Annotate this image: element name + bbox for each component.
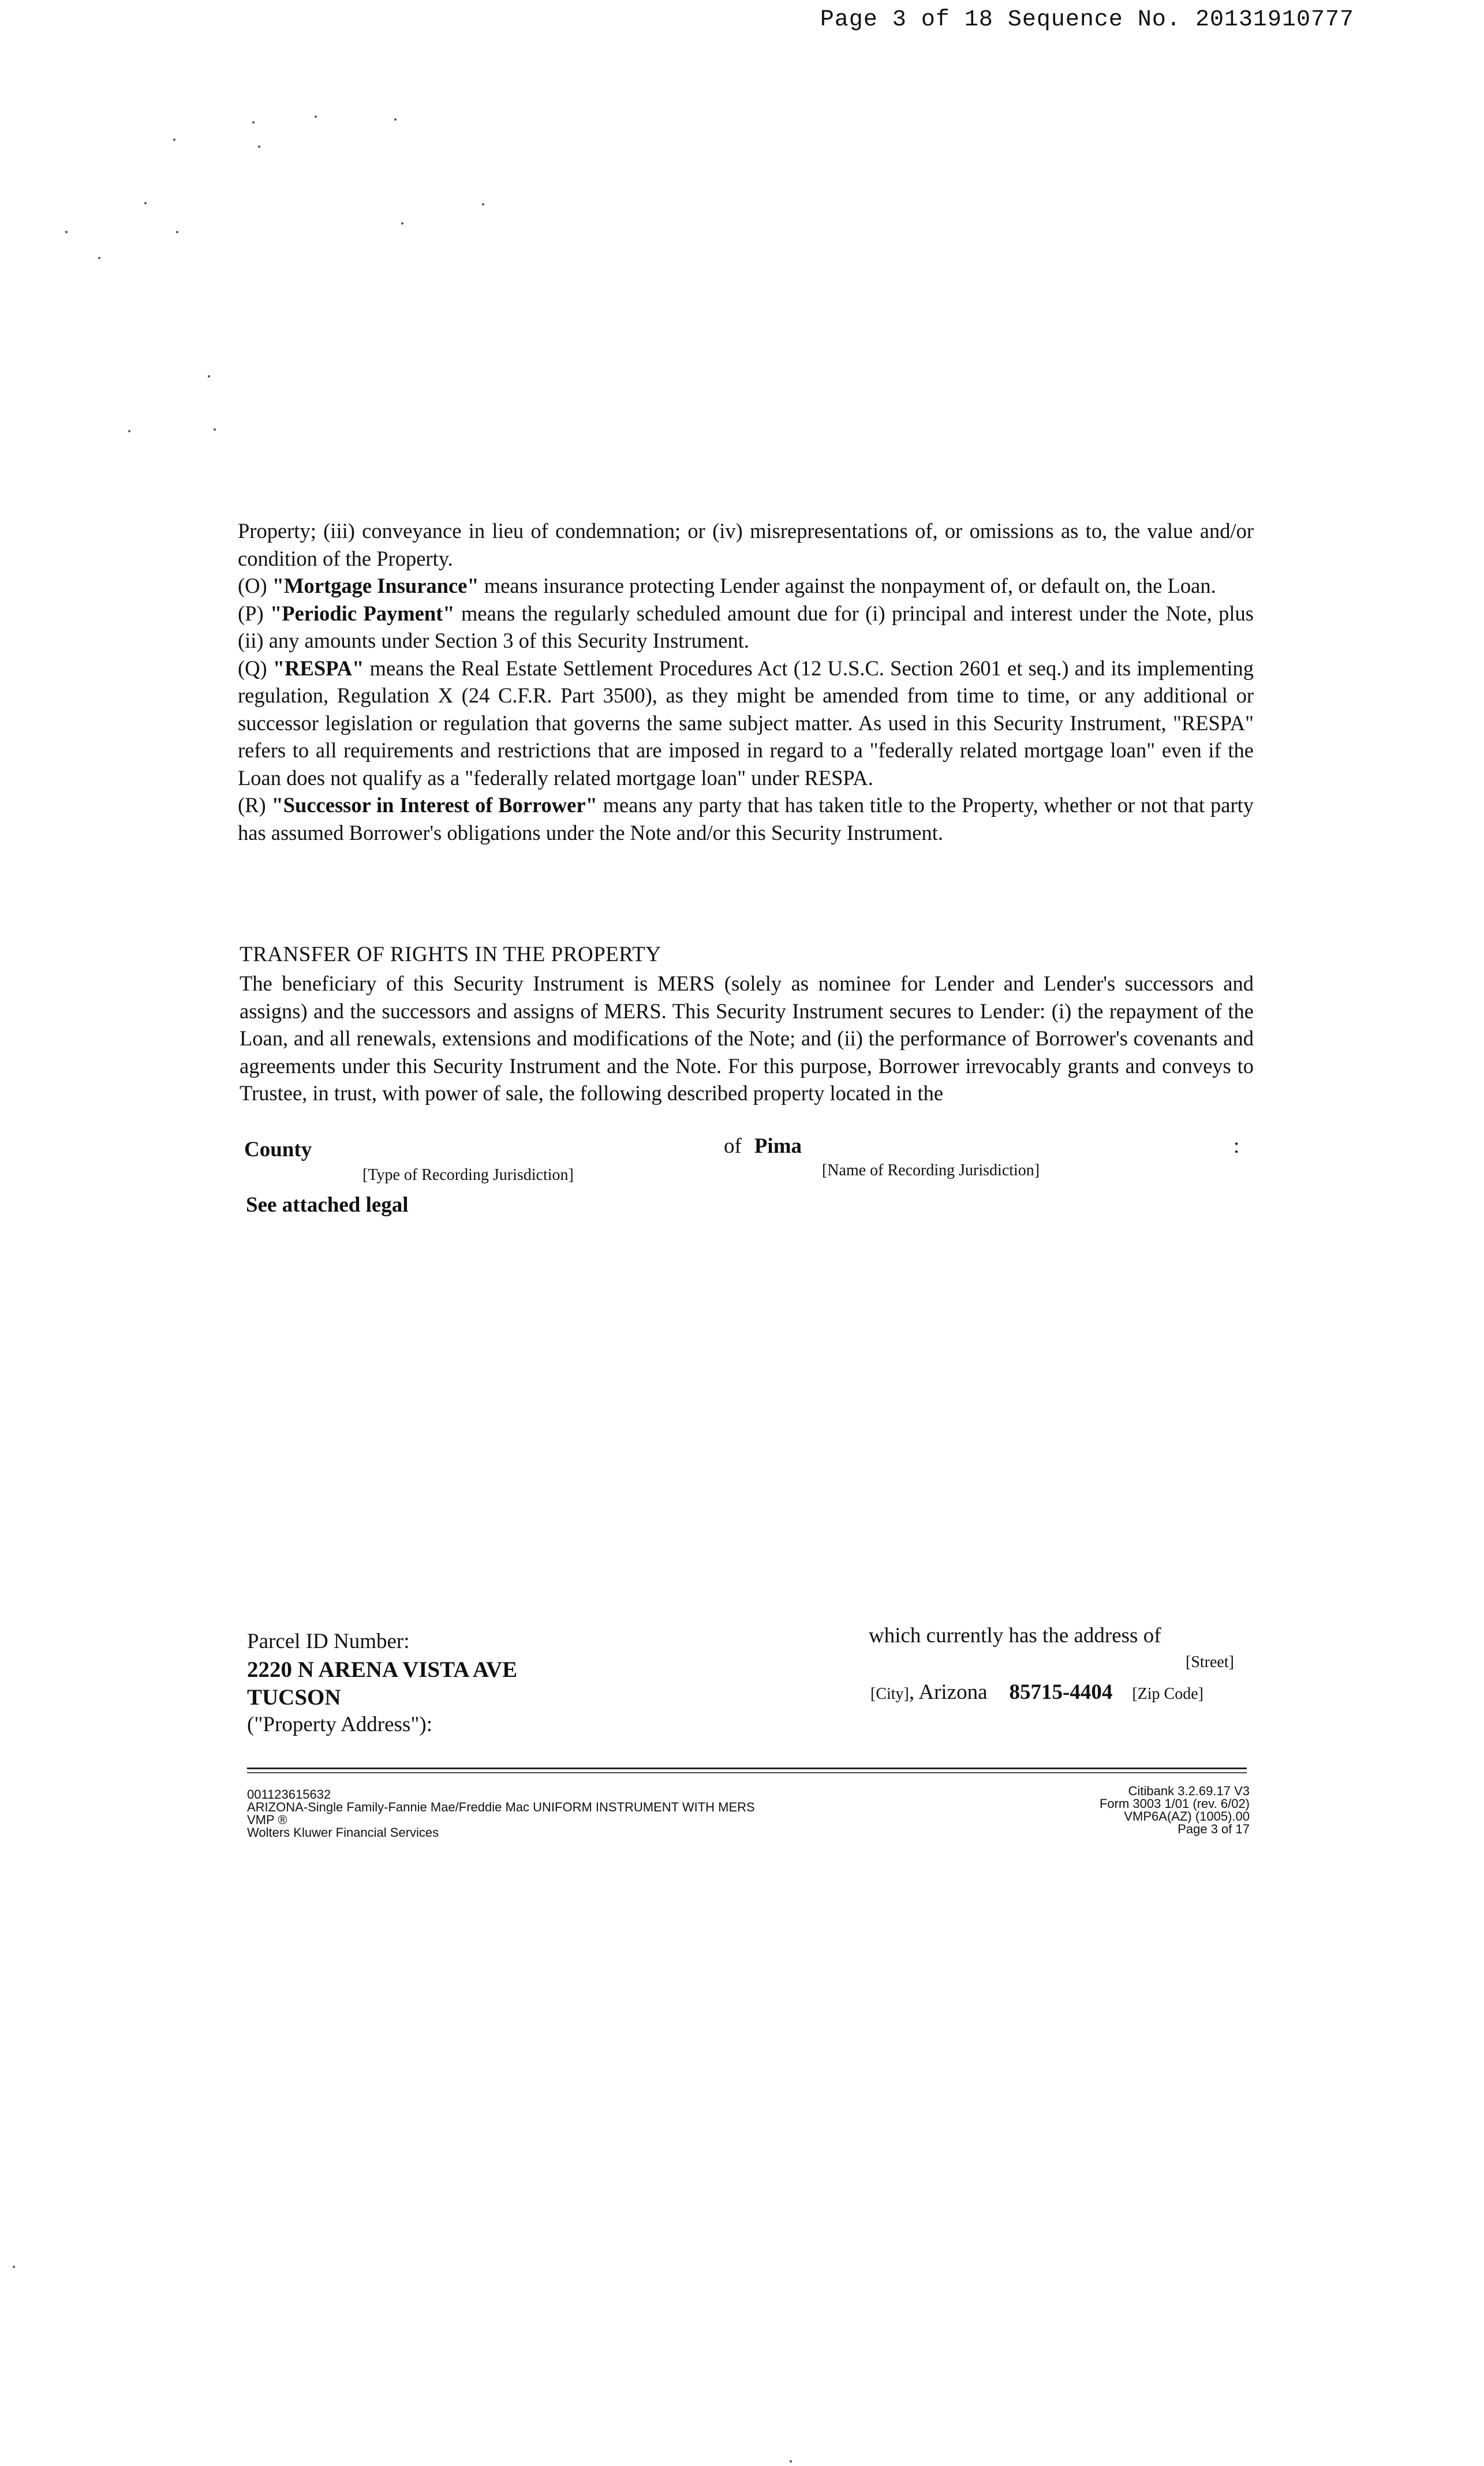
definition-prefix: (R) [238, 793, 272, 817]
legal-description-note: See attached legal [246, 1193, 409, 1217]
scan-speck [173, 139, 175, 141]
scan-speck [394, 118, 397, 121]
transfer-paragraph: The beneficiary of this Security Instrument is MERS (solely as nominee for Lender and Lender's successors and assigns) and the successors and assigns of MERS. This Security Instrument secures to Lender: (i) the repayment of the Loan, and all renewals, extensions and modifications of the Note; and (ii) the performance of Borrower's covenants and agreements under this Security Instrument and the Note. For this purpose, Borrower irrevocably grants and conveys to Trustee, in trust, with power of sale, the following described property located in the [240, 972, 1254, 1105]
definition-mortgage-insurance [238, 572, 1254, 600]
state-text: , Arizona [909, 1680, 988, 1704]
street-address: 2220 N ARENA VISTA AVE [247, 1657, 518, 1682]
city-state-zip-line [870, 1680, 1203, 1705]
loan-number: 001123615632 [247, 1787, 331, 1802]
transfer-section-title: TRANSFER OF RIGHTS IN THE PROPERTY [240, 943, 661, 966]
definition-text: Property; (iii) conveyance in lieu of condemnation; or (iv) misrepresentations of, or omissions as to, the value and/or condition of the Property. [238, 519, 1254, 570]
page-sequence-header: Page 3 of 18 Sequence No. 20131910777 [820, 7, 1354, 33]
scan-speck [401, 222, 403, 225]
of-label: of [724, 1134, 742, 1158]
scan-speck [144, 202, 147, 204]
lender-version: Citibank 3.2.69.17 V3 [1128, 1784, 1250, 1798]
property-address-label: ("Property Address"): [247, 1713, 433, 1736]
scan-speck [65, 231, 68, 233]
scan-speck [258, 145, 260, 148]
publisher: Wolters Kluwer Financial Services [247, 1825, 439, 1840]
form-number: Form 3003 1/01 (rev. 6/02) [1099, 1796, 1250, 1811]
definition-prefix: (Q) [238, 656, 273, 680]
zip-code: 85715-4404 [1009, 1680, 1113, 1704]
definition-prefix: (P) [238, 601, 271, 625]
definition-term: "Successor in Interest of Borrower" [271, 793, 597, 817]
jurisdiction-type: County [244, 1138, 312, 1161]
city: TUCSON [247, 1685, 341, 1710]
definition-term: "Periodic Payment" [270, 601, 455, 625]
footer-divider [247, 1772, 1247, 1773]
scan-speck [315, 115, 317, 118]
definition-successor-in-interest [238, 791, 1254, 846]
name-of-jurisdiction-caption: [Name of Recording Jurisdiction] [822, 1161, 1040, 1179]
scan-speck [790, 2460, 792, 2463]
form-page-number: Page 3 of 17 [1178, 1822, 1250, 1836]
street-caption: [Street] [1186, 1653, 1234, 1671]
definition-term: "RESPA" [272, 656, 364, 680]
definition-continuation [238, 517, 1254, 572]
definition-periodic-payment [238, 600, 1254, 655]
vmp-code: VMP6A(AZ) (1005).00 [1124, 1809, 1250, 1824]
scan-speck [482, 203, 484, 206]
jurisdiction-name: Pima [754, 1134, 802, 1158]
definition-text: means insurance protecting Lender against the nonpayment of, or default on, the Loan. [479, 574, 1216, 597]
definition-text: means the Real Estate Settlement Procedures Act (12 U.S.C. Section 2601 et seq.) and its implementing regulation, Regulation X (24 C.F.R. Part 3500), as they might be amended from time to time, or any additional or successor legislation or regulation that governs the same subject matter. As used in this Security Instrument, "RESPA" refers to all requirements and restrictions that are imposed in regard to a "federally related mortgage loan" even if the Loan does not qualify as a "federally related mortgage loan" under RESPA. [238, 656, 1254, 790]
definition-text: means any party that has taken title to the Property, whether or not that party has assumed Borrower's obligations under the Note and/or this Security Instrument. [238, 793, 1254, 845]
jurisdiction-colon: : [1233, 1134, 1240, 1158]
footer-right-block [1051, 1785, 1250, 1836]
scan-speck [128, 430, 130, 432]
scan-speck [252, 121, 255, 124]
jurisdiction-name-line [724, 1134, 802, 1159]
footer-left-block [247, 1788, 755, 1839]
city-caption: [City] [870, 1685, 909, 1703]
definition-text: means the regularly scheduled amount due for (i) principal and interest under the Note, plus (ii) any amounts under Section 3 of this Security Instrument. [238, 601, 1254, 652]
scan-speck [176, 231, 178, 233]
footer-divider [247, 1768, 1247, 1769]
zip-caption: [Zip Code] [1132, 1685, 1203, 1703]
scan-speck [13, 2266, 15, 2268]
definition-prefix: (O) [238, 574, 272, 597]
definition-term: "Mortgage Insurance" [272, 574, 479, 597]
definition-respa [238, 655, 1254, 792]
type-of-jurisdiction-caption: [Type of Recording Jurisdiction] [362, 1166, 574, 1184]
vmp-mark: VMP ® [247, 1813, 287, 1827]
form-description: ARIZONA-Single Family-Fannie Mae/Freddie Mac UNIFORM INSTRUMENT WITH MERS [247, 1800, 755, 1814]
scan-speck [214, 428, 216, 431]
parcel-id-label: Parcel ID Number: [247, 1630, 410, 1653]
address-intro: which currently has the address of [869, 1624, 1161, 1647]
scan-speck [98, 257, 100, 259]
scan-speck [208, 375, 210, 378]
definitions-text [238, 517, 1254, 846]
